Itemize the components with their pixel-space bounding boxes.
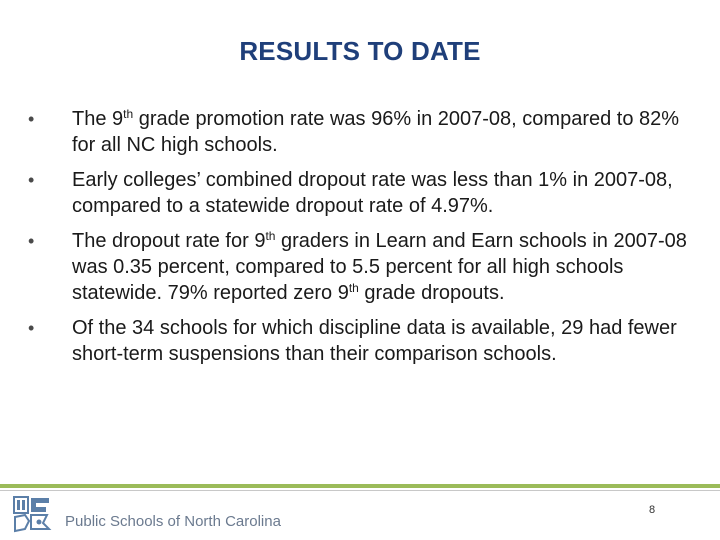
- footer-accent-rule: [0, 484, 720, 488]
- slide-title: RESULTS TO DATE: [239, 36, 481, 66]
- bullet-item: [28, 228, 698, 306]
- organization-name: Public Schools of North Carolina: [65, 513, 281, 530]
- bullet-marker: •: [28, 318, 35, 338]
- footer-logo: [13, 495, 283, 533]
- bullet-item: [28, 167, 698, 219]
- bullet-text: The 9th grade promotion rate was 96% in 2007-08, compared to 82% for all NC high schools.: [72, 107, 680, 156]
- bullet-marker: •: [28, 231, 35, 251]
- bullet-text: Of the 34 schools for which discipline data is available, 29 had fewer short-term suspensions than their comparison schools.: [72, 317, 677, 365]
- bullet-text: Early colleges’ combined dropout rate was less than 1% in 2007-08, compared to a statewide dropout rate of 4.97%.: [72, 169, 673, 217]
- bullet-marker: •: [28, 170, 35, 190]
- bullet-item: [28, 106, 698, 158]
- bullet-list: [28, 106, 698, 376]
- bullet-item: [28, 315, 698, 367]
- bullet-text: The dropout rate for 9th graders in Learn and Earn schools in 2007-08 was 0.35 percent, compared to 5.5 percent for all high schools statewide. 79% reported zero 9th grade dropouts.: [72, 229, 687, 304]
- bullet-marker: •: [28, 109, 35, 129]
- nc-schools-logo-icon: [13, 495, 61, 533]
- page-number: 8: [648, 504, 656, 516]
- footer-divider: [0, 490, 720, 491]
